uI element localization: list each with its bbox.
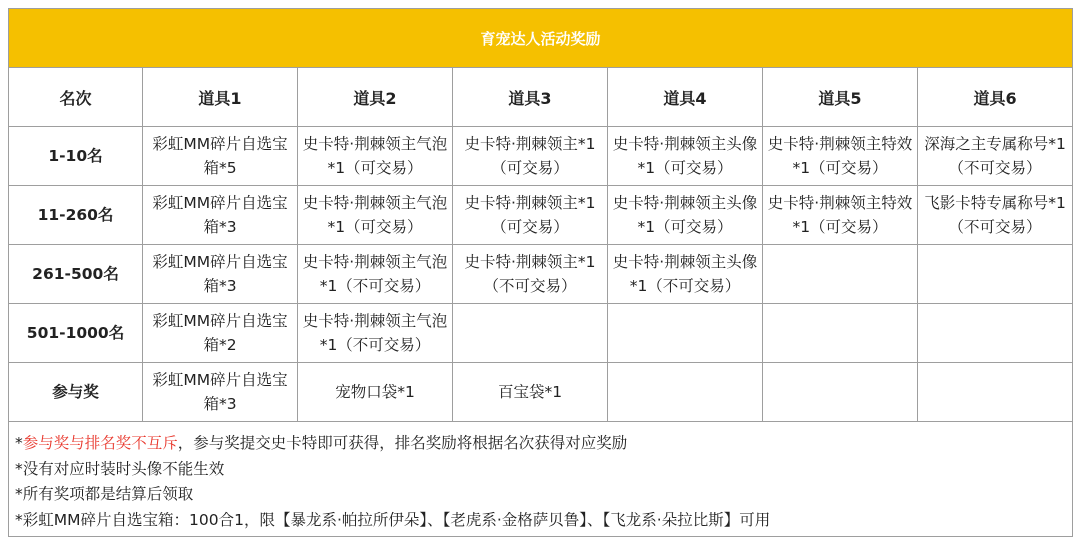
reward-cell: 深海之主专属称号*1（不可交易）	[918, 127, 1073, 186]
header-item-6: 道具6	[918, 68, 1073, 127]
rank-cell: 1-10名	[9, 127, 143, 186]
notes-section	[9, 422, 1073, 537]
rank-cell: 11-260名	[9, 186, 143, 245]
table-row	[9, 304, 1073, 363]
reward-cell: 彩虹MM碎片自选宝箱*2	[143, 304, 298, 363]
note-line-1-text: ，参与奖提交史卡特即可获得，排名奖励将根据名次获得对应奖励	[177, 434, 628, 452]
note-line-3: *所有奖项都是结算后领取	[15, 485, 194, 503]
reward-cell	[763, 304, 918, 363]
reward-cell: 史卡特·荆棘领主头像*1（可交易）	[608, 127, 763, 186]
reward-cell: 史卡特·荆棘领主气泡*1（可交易）	[298, 127, 453, 186]
reward-cell: 百宝袋*1	[453, 363, 608, 422]
reward-cell: 史卡特·荆棘领主*1（不可交易）	[453, 245, 608, 304]
reward-cell: 飞影卡特专属称号*1（不可交易）	[918, 186, 1073, 245]
reward-cell	[763, 363, 918, 422]
header-rank: 名次	[9, 68, 143, 127]
reward-cell: 史卡特·荆棘领主气泡*1（可交易）	[298, 186, 453, 245]
reward-cell: 史卡特·荆棘领主头像*1（不可交易）	[608, 245, 763, 304]
reward-cell: 史卡特·荆棘领主气泡*1（不可交易）	[298, 245, 453, 304]
reward-cell: 史卡特·荆棘领主*1（可交易）	[453, 127, 608, 186]
reward-cell: 史卡特·荆棘领主特效*1（可交易）	[763, 186, 918, 245]
header-item-4: 道具4	[608, 68, 763, 127]
reward-cell: 宠物口袋*1	[298, 363, 453, 422]
reward-cell: 彩虹MM碎片自选宝箱*3	[143, 245, 298, 304]
reward-cell: 彩虹MM碎片自选宝箱*3	[143, 186, 298, 245]
header-item-1: 道具1	[143, 68, 298, 127]
rank-cell: 261-500名	[9, 245, 143, 304]
reward-cell	[453, 304, 608, 363]
reward-cell	[918, 245, 1073, 304]
reward-cell: 史卡特·荆棘领主*1（可交易）	[453, 186, 608, 245]
note-highlight: 参与奖与排名奖不互斥	[22, 434, 178, 452]
header-item-2: 道具2	[298, 68, 453, 127]
note-line-1	[15, 431, 1066, 457]
reward-cell: 史卡特·荆棘领主气泡*1（不可交易）	[298, 304, 453, 363]
header-item-3: 道具3	[453, 68, 608, 127]
table-title: 育宠达人活动奖励	[9, 9, 1073, 68]
reward-cell: 史卡特·荆棘领主头像*1（可交易）	[608, 186, 763, 245]
title-row	[9, 9, 1073, 68]
reward-cell	[763, 245, 918, 304]
header-item-5: 道具5	[763, 68, 918, 127]
table-row	[9, 245, 1073, 304]
note-asterisk: *	[15, 434, 23, 452]
header-row	[9, 68, 1073, 127]
rank-cell: 501-1000名	[9, 304, 143, 363]
reward-cell: 彩虹MM碎片自选宝箱*5	[143, 127, 298, 186]
reward-cell	[608, 304, 763, 363]
table-row	[9, 363, 1073, 422]
table-row	[9, 186, 1073, 245]
reward-cell	[918, 304, 1073, 363]
reward-cell: 彩虹MM碎片自选宝箱*3	[143, 363, 298, 422]
note-line-2: *没有对应时装时头像不能生效	[15, 459, 225, 478]
reward-cell: 史卡特·荆棘领主特效*1（可交易）	[763, 127, 918, 186]
reward-cell	[608, 363, 763, 422]
note-line-4: *彩虹MM碎片自选宝箱：100合1，限【暴龙系·帕拉所伊朵】、【老虎系·金格萨贝鲁】、【飞龙系·朵拉比斯】可用	[15, 510, 771, 529]
reward-cell	[918, 363, 1073, 422]
table-row	[9, 127, 1073, 186]
rank-cell: 参与奖	[9, 363, 143, 422]
notes-row	[9, 422, 1073, 537]
reward-table	[8, 8, 1073, 537]
